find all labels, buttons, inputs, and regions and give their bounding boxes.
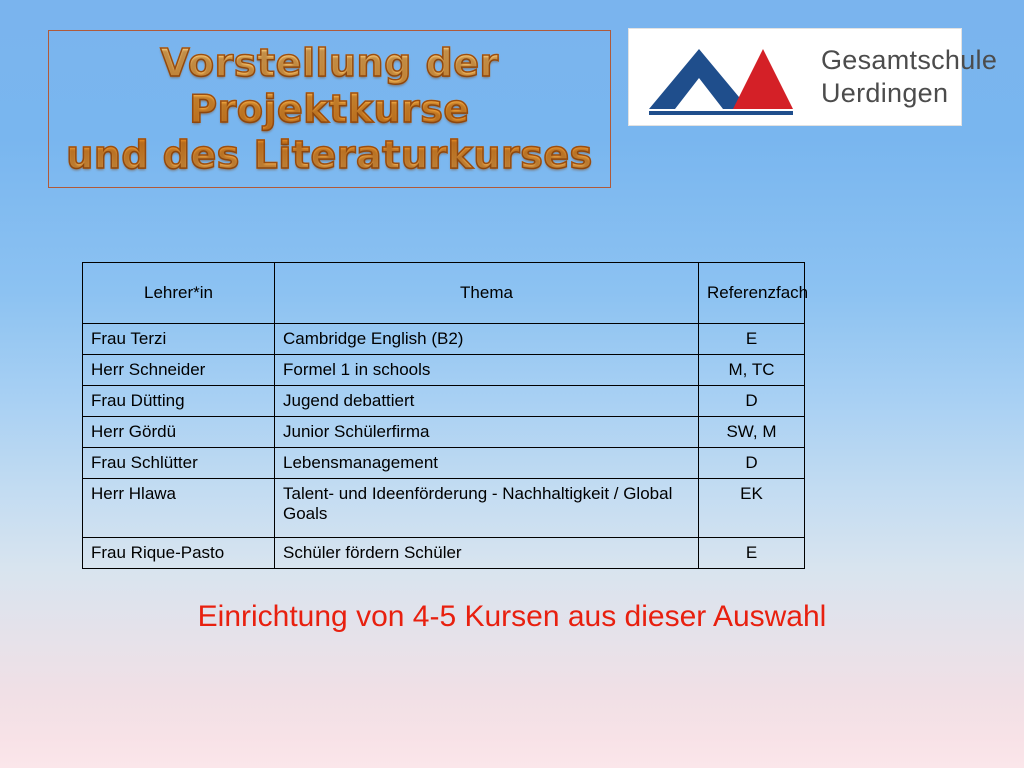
school-logo	[628, 28, 998, 126]
title-box	[48, 30, 611, 188]
table-row	[83, 448, 805, 479]
cell-topic: Cambridge English (B2)	[275, 324, 699, 355]
column-header-subject: Referenzfach	[699, 263, 805, 324]
logo-text-line-2: Uerdingen	[821, 78, 949, 108]
table-row	[83, 538, 805, 569]
cell-subject: E	[699, 324, 805, 355]
table-row	[83, 386, 805, 417]
cell-topic: Schüler fördern Schüler	[275, 538, 699, 569]
cell-subject: E	[699, 538, 805, 569]
cell-teacher: Frau Rique-Pasto	[83, 538, 275, 569]
cell-subject: M, TC	[699, 355, 805, 386]
table-row	[83, 324, 805, 355]
cell-subject: SW, M	[699, 417, 805, 448]
cell-subject: EK	[699, 479, 805, 538]
title-line-3: und des Literaturkurses	[66, 133, 593, 177]
title-line-2: Projektkurse	[189, 87, 470, 131]
cell-topic: Jugend debattiert	[275, 386, 699, 417]
table-row	[83, 479, 805, 538]
cell-teacher: Frau Schlütter	[83, 448, 275, 479]
table-row	[83, 355, 805, 386]
title-line-1: Vorstellung der	[160, 41, 499, 85]
cell-subject: D	[699, 448, 805, 479]
cell-topic: Formel 1 in schools	[275, 355, 699, 386]
footer-note: Einrichtung von 4-5 Kursen aus dieser Auswahl	[197, 600, 827, 633]
cell-teacher: Herr Hlawa	[83, 479, 275, 538]
cell-subject: D	[699, 386, 805, 417]
cell-topic: Junior Schülerfirma	[275, 417, 699, 448]
slide-title	[66, 40, 592, 178]
courses-table-wrapper	[82, 262, 809, 569]
logo-text	[821, 44, 997, 110]
mountain-logo-icon	[647, 37, 807, 117]
cell-teacher: Frau Dütting	[83, 386, 275, 417]
table-header-row	[83, 263, 805, 324]
column-header-topic: Thema	[275, 263, 699, 324]
cell-teacher: Herr Gördü	[83, 417, 275, 448]
cell-teacher: Herr Schneider	[83, 355, 275, 386]
column-header-teacher: Lehrer*in	[83, 263, 275, 324]
cell-topic: Lebensmanagement	[275, 448, 699, 479]
cell-teacher: Frau Terzi	[83, 324, 275, 355]
courses-table	[82, 262, 809, 569]
logo-text-line-1: Gesamtschule	[821, 45, 998, 75]
table-row	[83, 417, 805, 448]
cell-topic: Talent- und Ideenförderung - Nachhaltigkeit / Global Goals	[275, 479, 699, 538]
